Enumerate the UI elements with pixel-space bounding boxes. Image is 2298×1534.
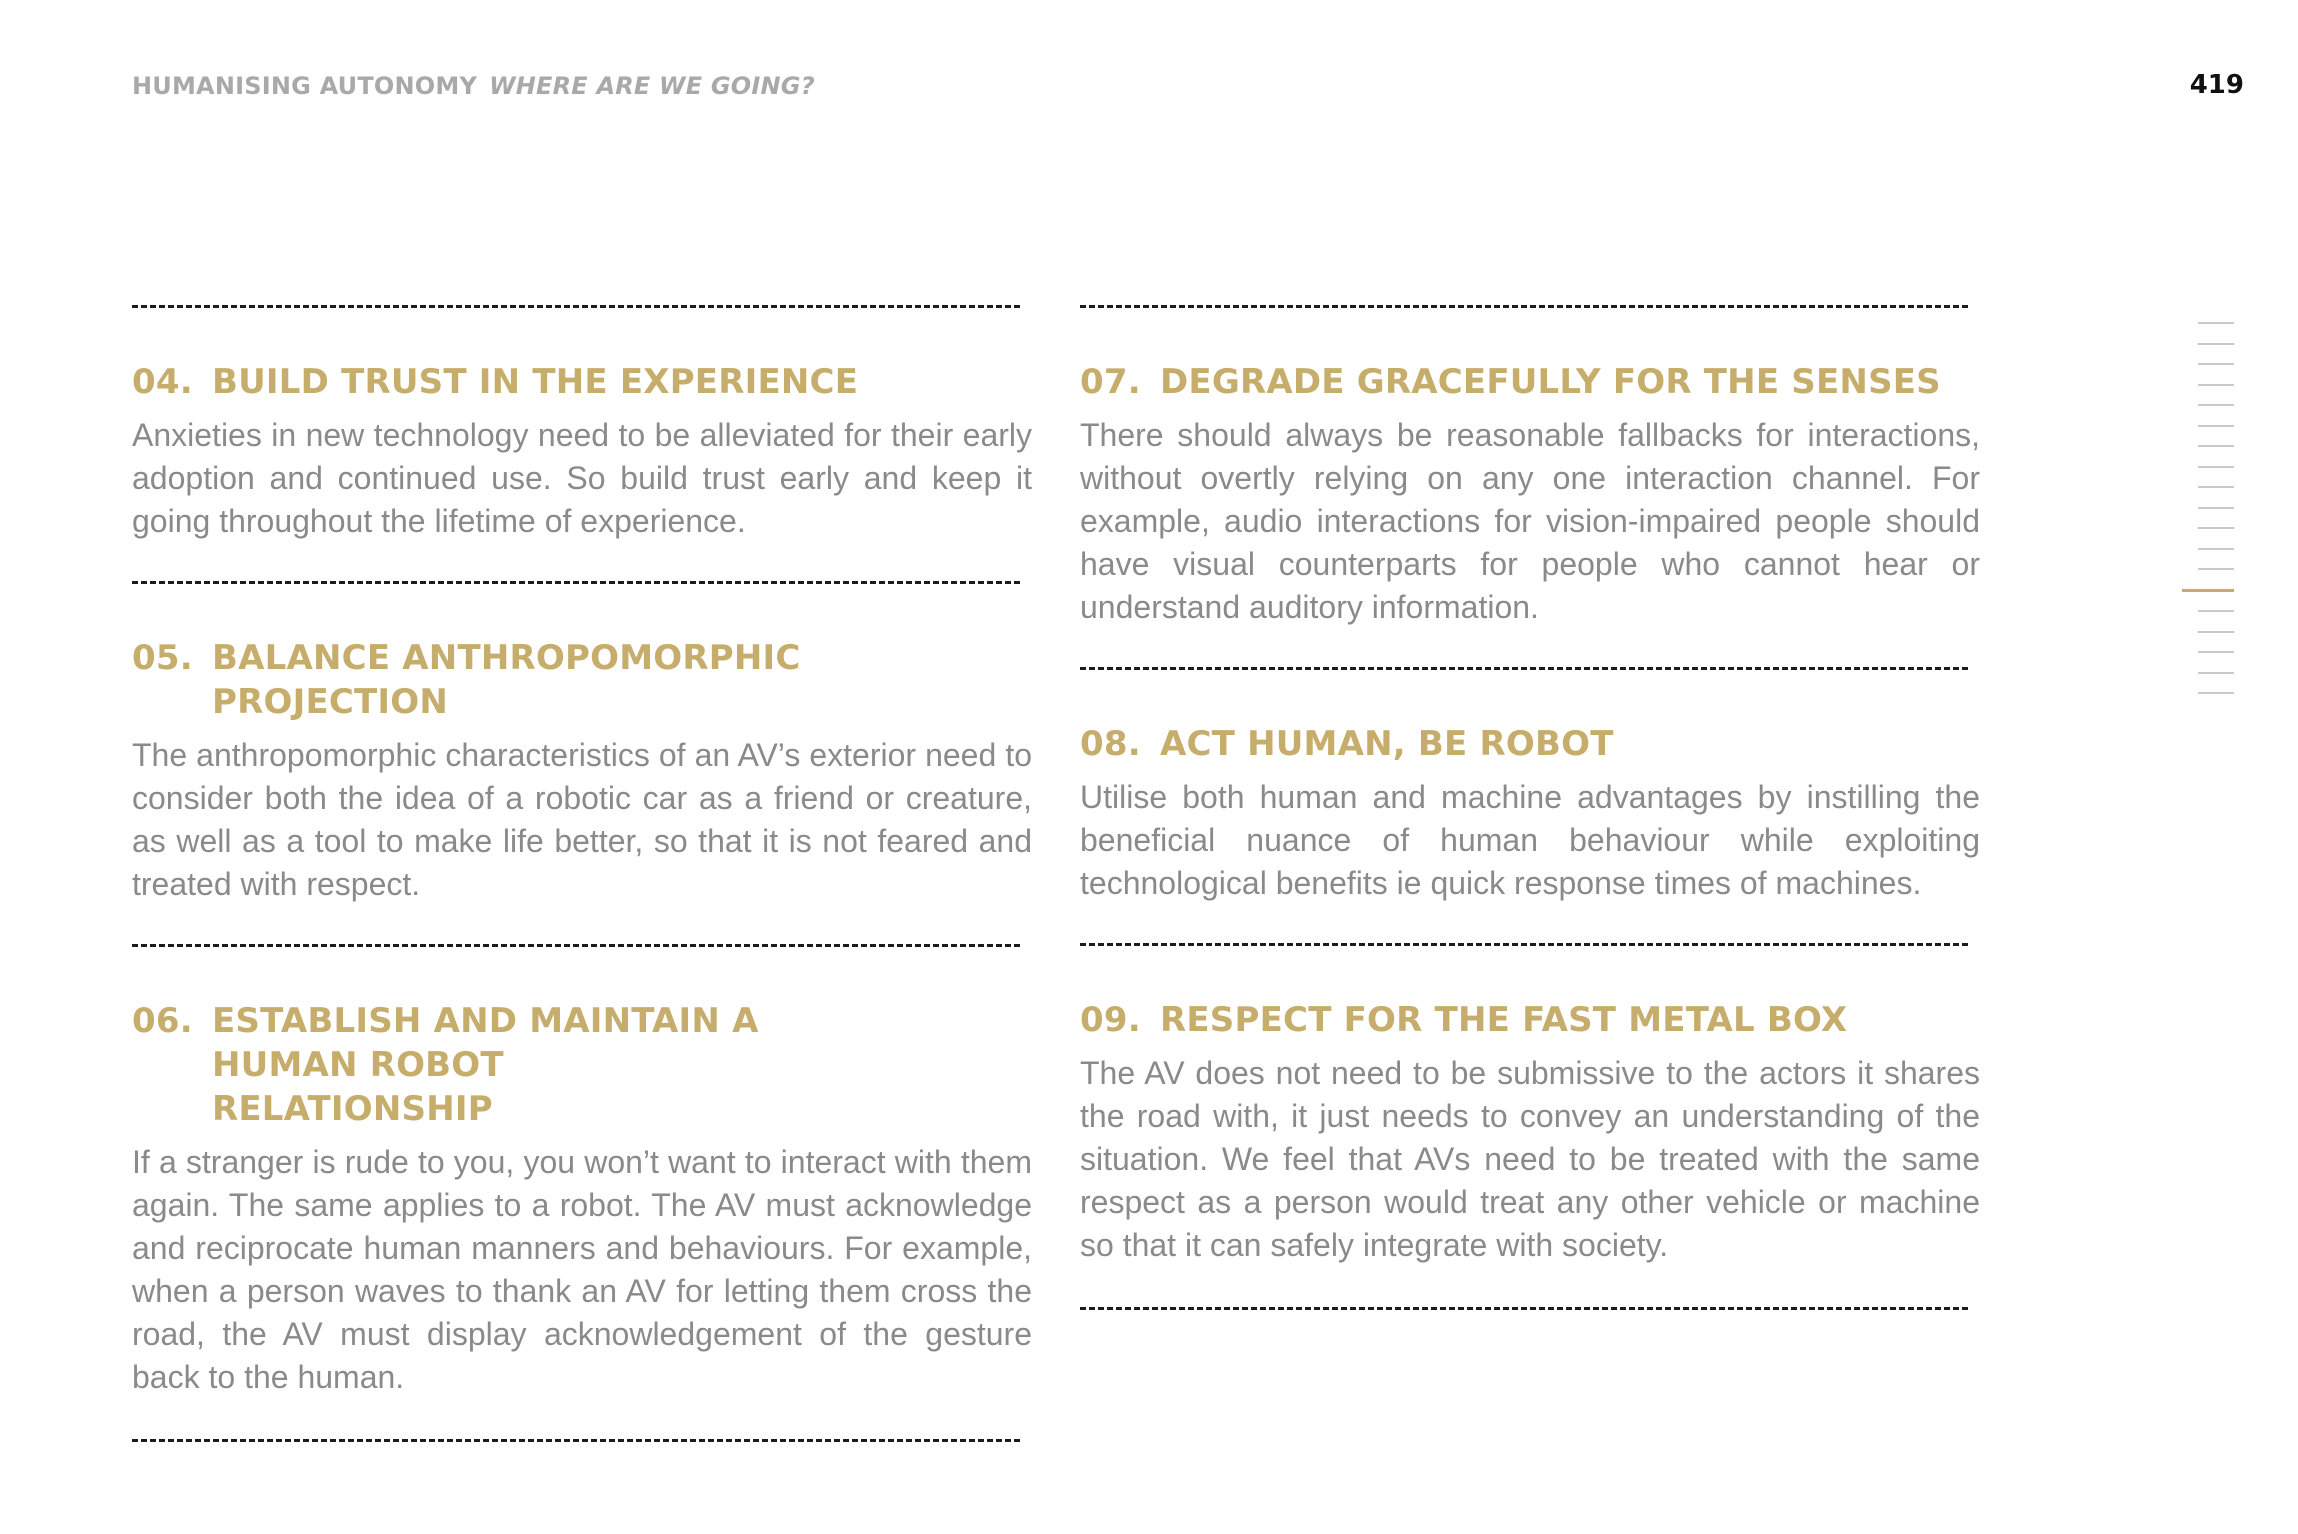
section-number: 08. xyxy=(1080,724,1141,764)
progress-tick xyxy=(2198,466,2234,468)
progress-tick xyxy=(2198,384,2234,386)
section-number: 04. xyxy=(132,362,193,402)
section-body: Utilise both human and machine advantages by instilling the beneficial nuance of human behaviour while exploiting technological benefits ie quick response times of machines. xyxy=(1080,779,1980,901)
progress-tick xyxy=(2198,322,2234,324)
dashed-divider xyxy=(132,944,1020,947)
progress-tick xyxy=(2198,672,2234,674)
progress-tick xyxy=(2198,527,2234,529)
section-heading xyxy=(1080,360,1980,404)
progress-tick xyxy=(2198,404,2234,406)
principle-06 xyxy=(132,944,1032,1442)
section-body: The anthropomorphic characteristics of an AV’s exterior need to consider both the idea of a robotic car as a friend or creature, as well as a tool to make life better, so that it is not feared and treated with respect. xyxy=(132,737,1032,902)
section-body: If a stranger is rude to you, you won’t want to interact with them again. The same applies to a robot. The AV must acknowledge and reciprocate human manners and behaviours. For example, when a person waves to thank an AV for letting them cross the road, the AV must display acknowledgement of the gesture back to the human. xyxy=(132,1144,1032,1395)
progress-tick xyxy=(2198,631,2234,633)
progress-tick xyxy=(2198,425,2234,427)
book-title: HUMANISING AUTONOMY xyxy=(132,72,478,100)
section-body: Anxieties in new technology need to be alleviated for their early adoption and continued use. So build trust early and keep it going throughout the lifetime of experience. xyxy=(132,417,1032,539)
dashed-divider xyxy=(1080,1307,1968,1310)
section-title: BALANCE ANTHROPOMORPHIC PROJECTION xyxy=(212,638,801,722)
right-column xyxy=(1080,305,1980,1310)
progress-tick xyxy=(2198,651,2234,653)
principle-05 xyxy=(132,581,1032,944)
running-header xyxy=(132,72,815,100)
progress-tick xyxy=(2198,568,2234,570)
progress-tick xyxy=(2198,343,2234,345)
section-heading xyxy=(132,999,1032,1131)
dashed-divider xyxy=(132,1439,1020,1442)
principle-09 xyxy=(1080,943,1980,1310)
section-body: There should always be reasonable fallbacks for interactions, without overtly relying on any one interaction channel. For example, audio interactions for vision-impaired people should have visual counterparts for people who cannot hear or understand auditory information. xyxy=(1080,417,1980,625)
progress-tick-current xyxy=(2182,589,2234,592)
dashed-divider xyxy=(1080,943,1968,946)
chapter-title: WHERE ARE WE GOING? xyxy=(489,72,815,100)
section-number: 09. xyxy=(1080,1000,1141,1040)
section-number: 07. xyxy=(1080,362,1141,402)
section-heading xyxy=(132,636,1032,724)
section-heading xyxy=(1080,998,1980,1042)
progress-tick xyxy=(2198,692,2234,694)
section-number: 05. xyxy=(132,638,193,678)
section-title: DEGRADE GRACEFULLY FOR THE SENSES xyxy=(1160,362,1941,402)
section-body: The AV does not need to be submissive to the actors it shares the road with, it just needs to convey an understanding of the situation. We feel that AVs need to be treated with the same respect as a person would treat any other vehicle or machine so that it can safely integrate with society. xyxy=(1080,1055,1980,1263)
section-title: BUILD TRUST IN THE EXPERIENCE xyxy=(212,362,859,402)
section-heading xyxy=(132,360,1032,404)
left-column xyxy=(132,305,1032,1442)
page-number: 419 xyxy=(2189,70,2244,100)
progress-tick xyxy=(2198,445,2234,447)
section-number: 06. xyxy=(132,1001,193,1041)
dashed-divider xyxy=(1080,305,1968,308)
progress-tick xyxy=(2198,610,2234,612)
section-title: ESTABLISH AND MAINTAIN A HUMAN ROBOT RELATIONSHIP xyxy=(212,1001,759,1129)
principle-07 xyxy=(1080,305,1980,667)
progress-tick xyxy=(2198,548,2234,550)
principle-04 xyxy=(132,305,1032,581)
progress-tick xyxy=(2198,507,2234,509)
dashed-divider xyxy=(132,305,1020,308)
progress-tick xyxy=(2198,363,2234,365)
chapter-progress-rail xyxy=(2198,322,2234,713)
dashed-divider xyxy=(132,581,1020,584)
section-title: RESPECT FOR THE FAST METAL BOX xyxy=(1160,1000,1848,1040)
principle-08 xyxy=(1080,667,1980,943)
section-title: ACT HUMAN, BE ROBOT xyxy=(1160,724,1614,764)
dashed-divider xyxy=(1080,667,1968,670)
progress-tick xyxy=(2198,486,2234,488)
section-heading xyxy=(1080,722,1980,766)
